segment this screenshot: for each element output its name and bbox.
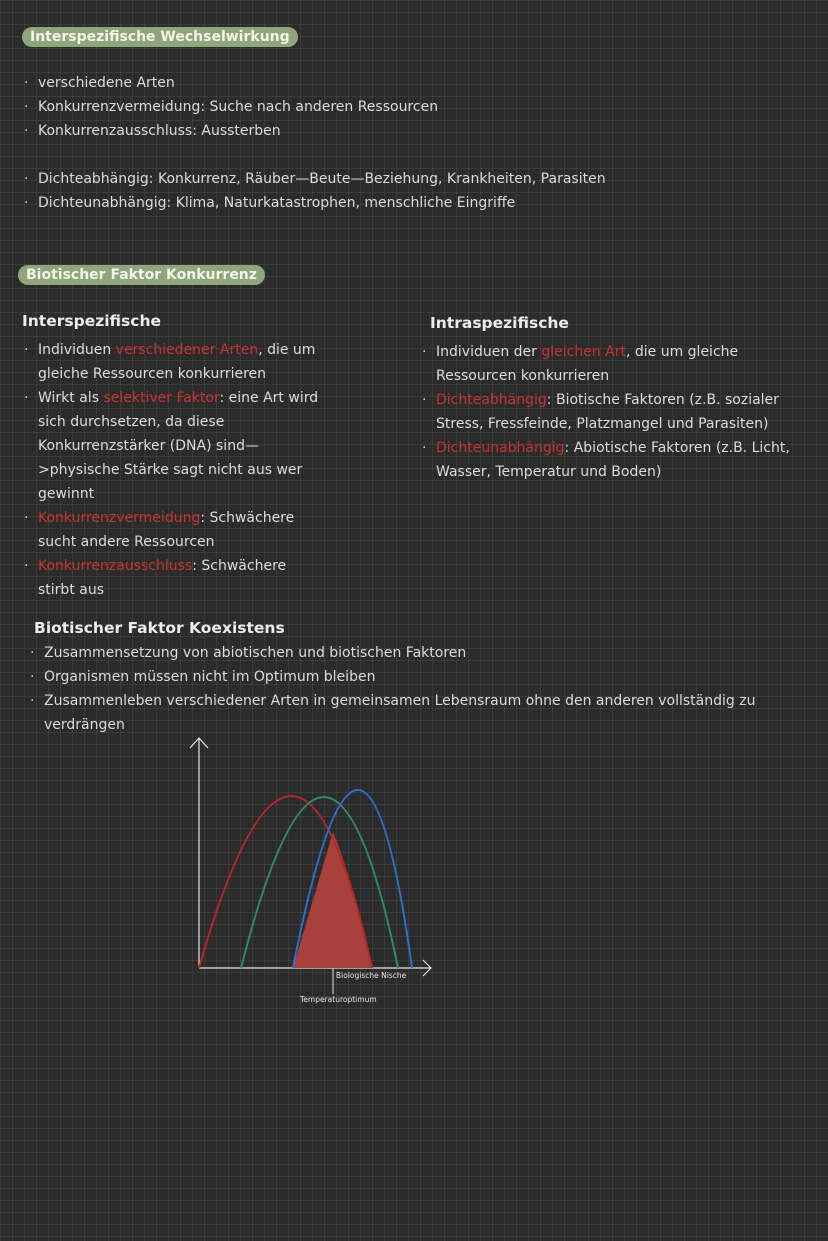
x-axis-label: Temperaturoptimum (300, 995, 377, 1004)
list-item: · verschiedene Arten (22, 71, 802, 95)
list-item: · Zusammenleben verschiedener Arten in gemeinsamen Lebensraum ohne den anderen vollständig zu verdrängen (28, 689, 818, 737)
list-item: · Wirkt als selektiver Faktor: eine Art wird sich durchsetzen, da diese Konkurrenzstärker (DNA) sind—>physische Stärke sagt nicht aus wer gewinnt (22, 386, 327, 506)
heading-intraspezifische: Intraspezifische (430, 314, 569, 332)
list-item: · Individuen der gleichen Art, die um gleiche Ressourcen konkurrieren (420, 340, 815, 388)
heading-koexistens: Biotischer Faktor Koexistens (34, 619, 285, 637)
list-item: · Dichteunabhängig: Abiotische Faktoren (z.B. Licht, Wasser, Temperatur und Boden) (420, 436, 815, 484)
section-title: Interspezifische Wechselwirkung (22, 27, 298, 47)
list-item: · Konkurrenzvermeidung: Suche nach anderen Ressourcen (22, 95, 802, 119)
list-item: · Dichteabhängig: Biotische Faktoren (z.B. sozialer Stress, Fressfeinde, Platzmangel und Parasiten) (420, 388, 815, 436)
list-item: · Dichteabhängig: Konkurrenz, Räuber—Beute—Beziehung, Krankheiten, Parasiten (22, 167, 802, 191)
list-item: · Individuen verschiedener Arten, die um gleiche Ressourcen konkurrieren (22, 338, 327, 386)
list-item: · Konkurrenzausschluss: Aussterben (22, 119, 802, 143)
list-item: · Konkurrenzausschluss: Schwächere stirbt aus (22, 554, 327, 602)
niche-label: Biologische Nische (336, 971, 407, 980)
list-item: · Organismen müssen nicht im Optimum bleiben (28, 665, 818, 689)
section-title: Biotischer Faktor Konkurrenz (18, 265, 265, 285)
overlap-area (293, 832, 372, 968)
heading-interspezifische: Interspezifische (22, 312, 161, 330)
list-item: · Dichteunabhängig: Klima, Naturkatastrophen, menschliche Eingriffe (22, 191, 802, 215)
list-item: · Zusammensetzung von abiotischen und biotischen Faktoren (28, 641, 818, 665)
list-item: · Konkurrenzvermeidung: Schwächere sucht andere Ressourcen (22, 506, 327, 554)
